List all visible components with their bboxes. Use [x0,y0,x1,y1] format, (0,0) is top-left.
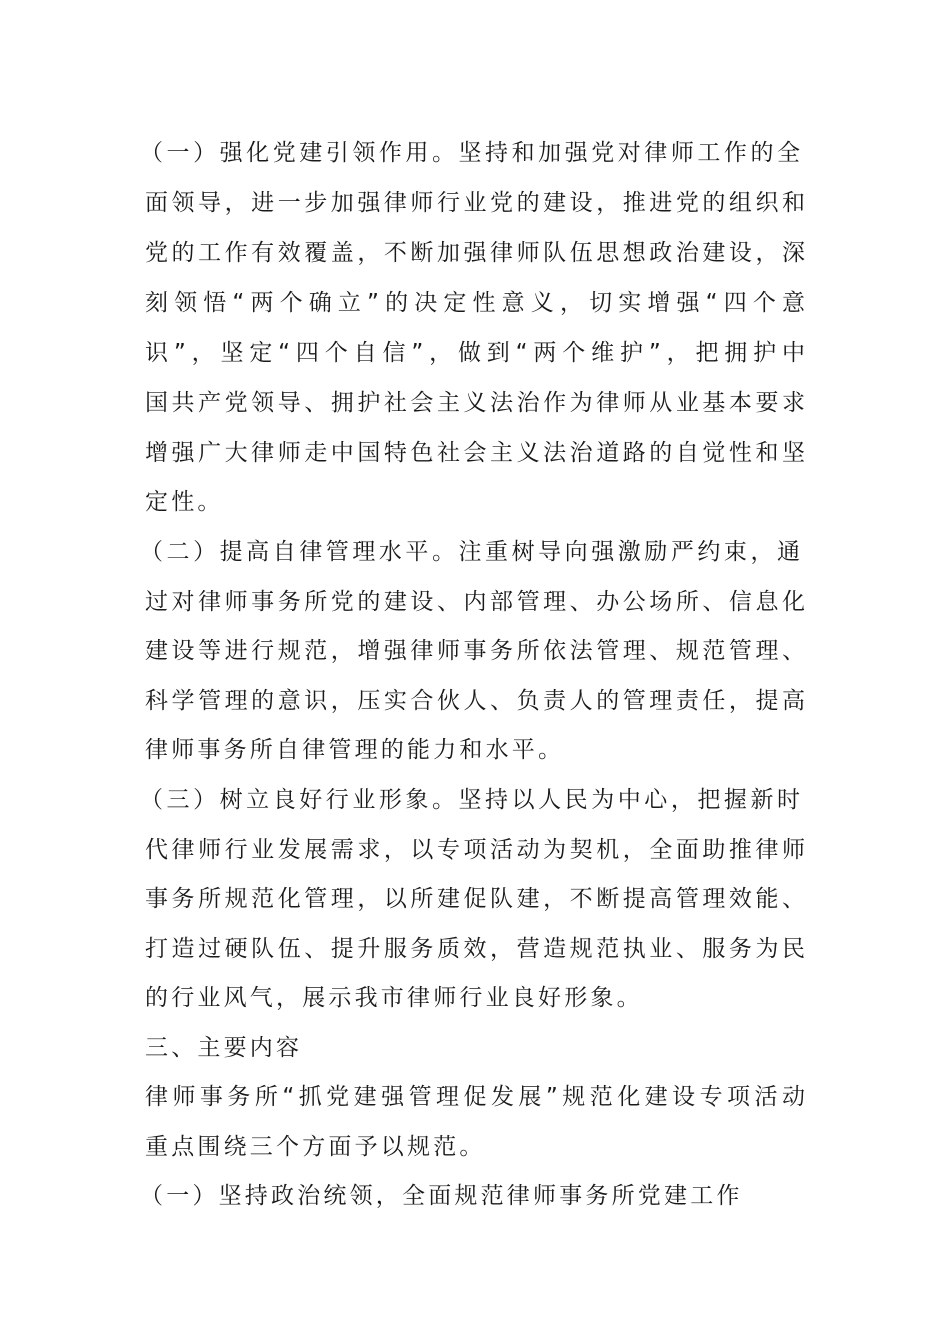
text-line: 律师事务所“抓党建强管理促发展”规范化建设专项活动 [145,1084,805,1110]
text-line: 律师事务所自律管理的能力和水平。 [145,737,565,763]
text-line: 党的工作有效覆盖，不断加强律师队伍思想政治建设，深 [145,240,805,266]
text-line: 定性。 [145,489,224,515]
text-line: 代律师行业发展需求，以专项活动为契机，全面助推律师 [145,837,805,863]
text-line: （三）树立良好行业形象。坚持以人民为中心，把握新时 [140,787,800,813]
text-line: 重点围绕三个方面予以规范。 [145,1134,486,1160]
text-line: 建设等进行规范，增强律师事务所依法管理、规范管理、 [145,638,805,664]
text-line: 事务所规范化管理，以所建促队建，不断提高管理效能、 [145,886,805,912]
text-line: 刻领悟“两个确立”的决定性意义，切实增强“四个意 [145,290,805,316]
text-line: 打造过硬队伍、提升服务质效，营造规范执业、服务为民 [145,936,805,962]
text-line: 国共产党领导、拥护社会主义法治作为律师从业基本要求 [145,390,805,416]
text-line: 面领导，进一步加强律师行业党的建设，推进党的组织和 [145,190,805,216]
text-line: 科学管理的意识，压实合伙人、负责人的管理责任，提高 [145,688,805,714]
text-line: 的行业风气，展示我市律师行业良好形象。 [145,985,643,1011]
text-line: （一）强化党建引领作用。坚持和加强党对律师工作的全 [140,140,800,166]
text-line: 过对律师事务所党的建设、内部管理、办公场所、信息化 [145,589,805,615]
subsection-heading: （一）坚持政治统领，全面规范律师事务所党建工作 [140,1183,743,1209]
text-line: （二）提高自律管理水平。注重树导向强激励严约束，通 [140,539,800,565]
text-line: 增强广大律师走中国特色社会主义法治道路的自觉性和坚 [145,440,805,466]
text-line: 识”，坚定“四个自信”，做到“两个维护”，把拥护中 [145,340,805,366]
section-heading: 三、主要内容 [145,1035,303,1061]
